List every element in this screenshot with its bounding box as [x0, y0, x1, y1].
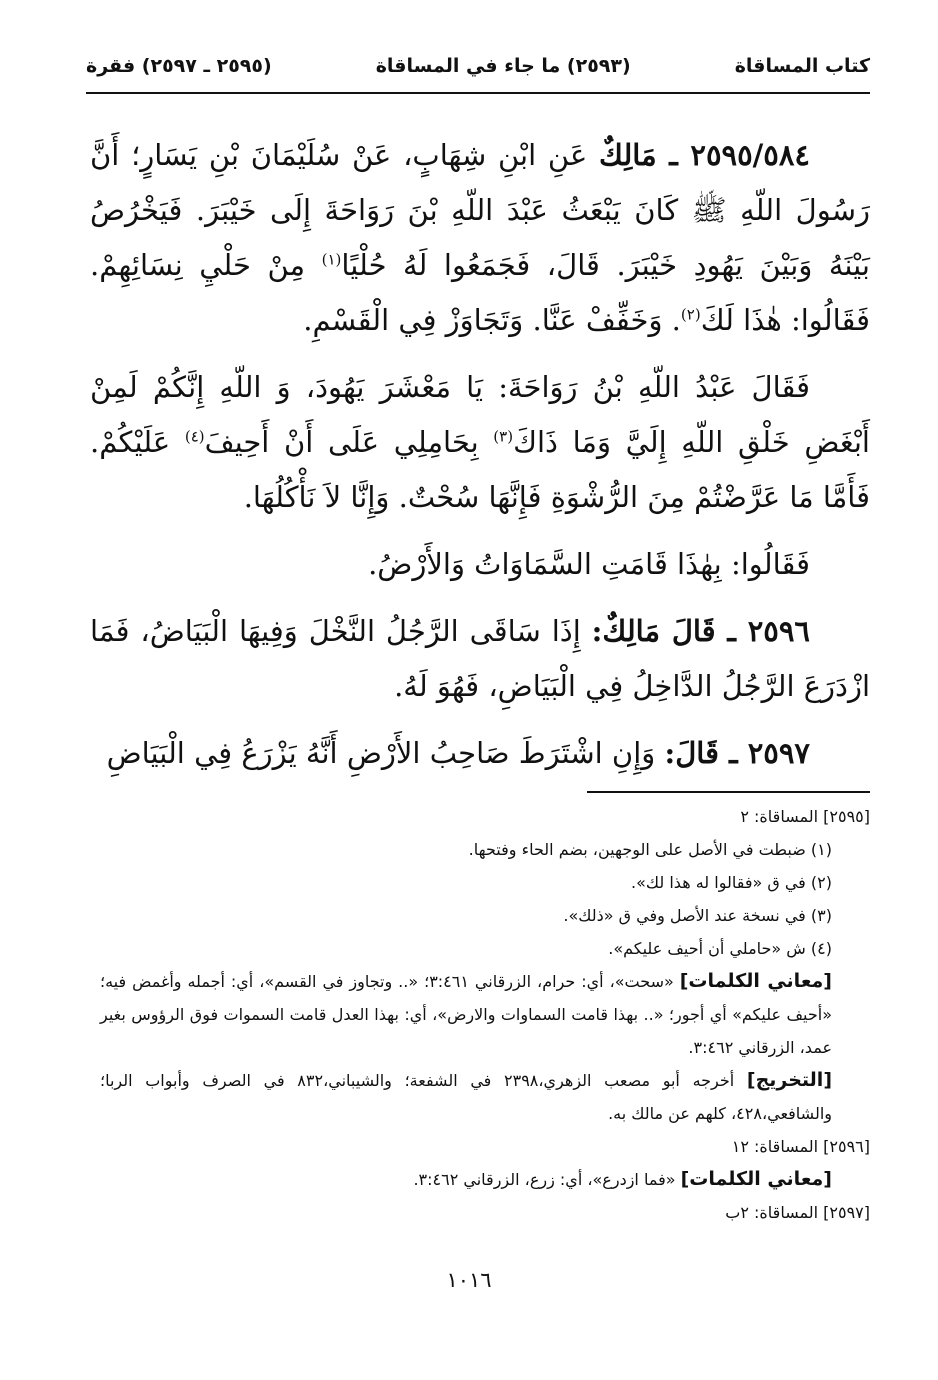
footnote-1: (١) ضبطت في الأصل على الوجهين، بضم الحاء وفتحها. [468, 840, 832, 859]
running-header [86, 48, 870, 84]
hadith-text: عَنِ ابْنِ شِهَابٍ، عَنْ سُلَيْمَانَ بْنِ يَسَارٍ؛ أَنَّ رَسُولَ اللّهِ ﷺ كَانَ يَبْعَثُ عَبْدَ اللّهِ بْنَ رَوَاحَةَ إِلَى خَيْبَرَ. فَيَخْرُصُ بَيْنَهُ وَبَيْنَ يَهُودِ خَيْبَرَ. قَالَ، فَجَمَعُوا لَهُ حُلْيًا [90, 138, 870, 282]
hadith-text: مِنْ حَلْيِ نِسَائِهِمْ. فَقَالُوا: هٰذَا لَكَ [90, 248, 870, 337]
paragraph-2597 [90, 726, 870, 781]
paragraph-2596 [90, 604, 870, 714]
footnote-divider [587, 791, 870, 793]
word-meanings-text: «سحت»، أي: حرام، الزرقاني ٣:٤٦١؛ «.. وتجاوز في القسم»، أي: أجمله وأغمض فيه؛ «أحيف عليكم» أي أجور؛ «.. بهذا قامت السماوات والارض»، أي: بهذا العدل قامت السموات فوق الرؤوس بغير عمد، الزرقاني ٣:٤٦٢. [100, 972, 832, 1057]
page-number: ١٠١٦ [446, 1268, 492, 1292]
paragraph-2595-end: فَقَالُوا: بِهٰذَا قَامَتِ السَّمَاوَاتُ وَالأَرْضُ. [368, 547, 810, 581]
footnote-marker-1: (١) [321, 250, 342, 269]
footnote-4: (٤) ش «حاملي أن أحيف عليكم». [608, 939, 832, 958]
header-divider [86, 92, 870, 94]
footnote-2: (٢) في ق «فقالوا له هذا لك». [631, 873, 832, 892]
reference-2595: [٢٥٩٥] المساقاة: ٢ [740, 807, 870, 826]
book-title: كتاب المساقاة [734, 55, 870, 77]
paragraph-text: إِذَا سَاقَى الرَّجُلُ النَّخْلَ وَفِيهَا الْبَيَاضُ، فَمَا ازْدَرَعَ الرَّجُلُ الدَّاخِلُ فِي الْبَيَاضِ، فَهُوَ لَهُ. [90, 614, 870, 703]
paragraph-range: (٢٥٩٥ ـ ٢٥٩٧) فقرة [86, 55, 272, 77]
footnote-marker-4: (٤) [184, 427, 205, 446]
paragraph-number-lead: ٢٥٩٧ ـ قَالَ: [664, 736, 810, 770]
takhrij [100, 1064, 870, 1130]
footnote-marker-3: (٣) [493, 427, 514, 446]
paragraph-2595-cont [90, 360, 870, 525]
hadith-text: فَقَالَ عَبْدُ اللّهِ بْنُ رَوَاحَةَ: يَا مَعْشَرَ يَهُودَ، وَ اللّهِ إِنَّكُمْ لَمِنْ أَبْغَضِ خَلْقِ اللّهِ إِلَيَّ وَمَا ذَاكَ [90, 370, 870, 459]
main-text [90, 128, 870, 781]
hadith-text: عَلَيْكُمْ. فَأَمَّا مَا عَرَّضْتُمْ مِنَ الرُّشْوَةِ فَإِنَّهَا سُحْتٌ. وَإِنَّا لاَ نَأْكُلُهَا. [90, 425, 870, 514]
reference-2596: [٢٥٩٦] المساقاة: ١٢ [731, 1137, 870, 1156]
hadith-number-lead: ٢٥٩٥/٥٨٤ ـ مَالِكٌ [599, 138, 810, 172]
footnote-marker-2: (٢) [680, 305, 701, 324]
word-meanings [100, 965, 870, 1064]
takhrij-label: [التخريج] [746, 1069, 833, 1091]
chapter-title: (٢٥٩٣) ما جاء في المساقاة [375, 55, 631, 77]
hadith-text: . وَخَفِّفْ عَنَّا. وَتَجَاوَزْ فِي الْقَسْمِ. [303, 303, 681, 337]
paragraph-text: وَإِنِ اشْتَرَطَ صَاحِبُ الأَرْضِ أَنَّهُ يَزْرَعُ فِي الْبَيَاضِ [106, 736, 665, 770]
word-meanings-label: [معاني الكلمات] [679, 970, 832, 992]
word-meanings-text: «فما ازدرع»، أي: زرع، الزرقاني ٣:٤٦٢. [413, 1170, 681, 1189]
hadith-text: بِحَامِلِي عَلَى أَنْ أَحِيفَ [204, 425, 494, 459]
word-meanings-label: [معاني الكلمات] [680, 1168, 832, 1190]
footnotes [100, 800, 870, 1229]
paragraph-2595 [90, 128, 870, 348]
word-meanings-2 [100, 1163, 870, 1196]
footnote-3: (٣) في نسخة عند الأصل وفي ق «ذلك». [563, 906, 832, 925]
takhrij-text: أخرجه أبو مصعب الزهري،٢٣٩٨ في الشفعة؛ والشيباني،٨٣٢ في الصرف وأبواب الربا؛ والشافعي،٤٢٨، كلهم عن مالك به. [100, 1071, 832, 1123]
reference-2597: [٢٥٩٧] المساقاة: ٢ب [725, 1203, 870, 1222]
paragraph-number-lead: ٢٥٩٦ ـ قَالَ مَالِكٌ: [591, 614, 810, 648]
